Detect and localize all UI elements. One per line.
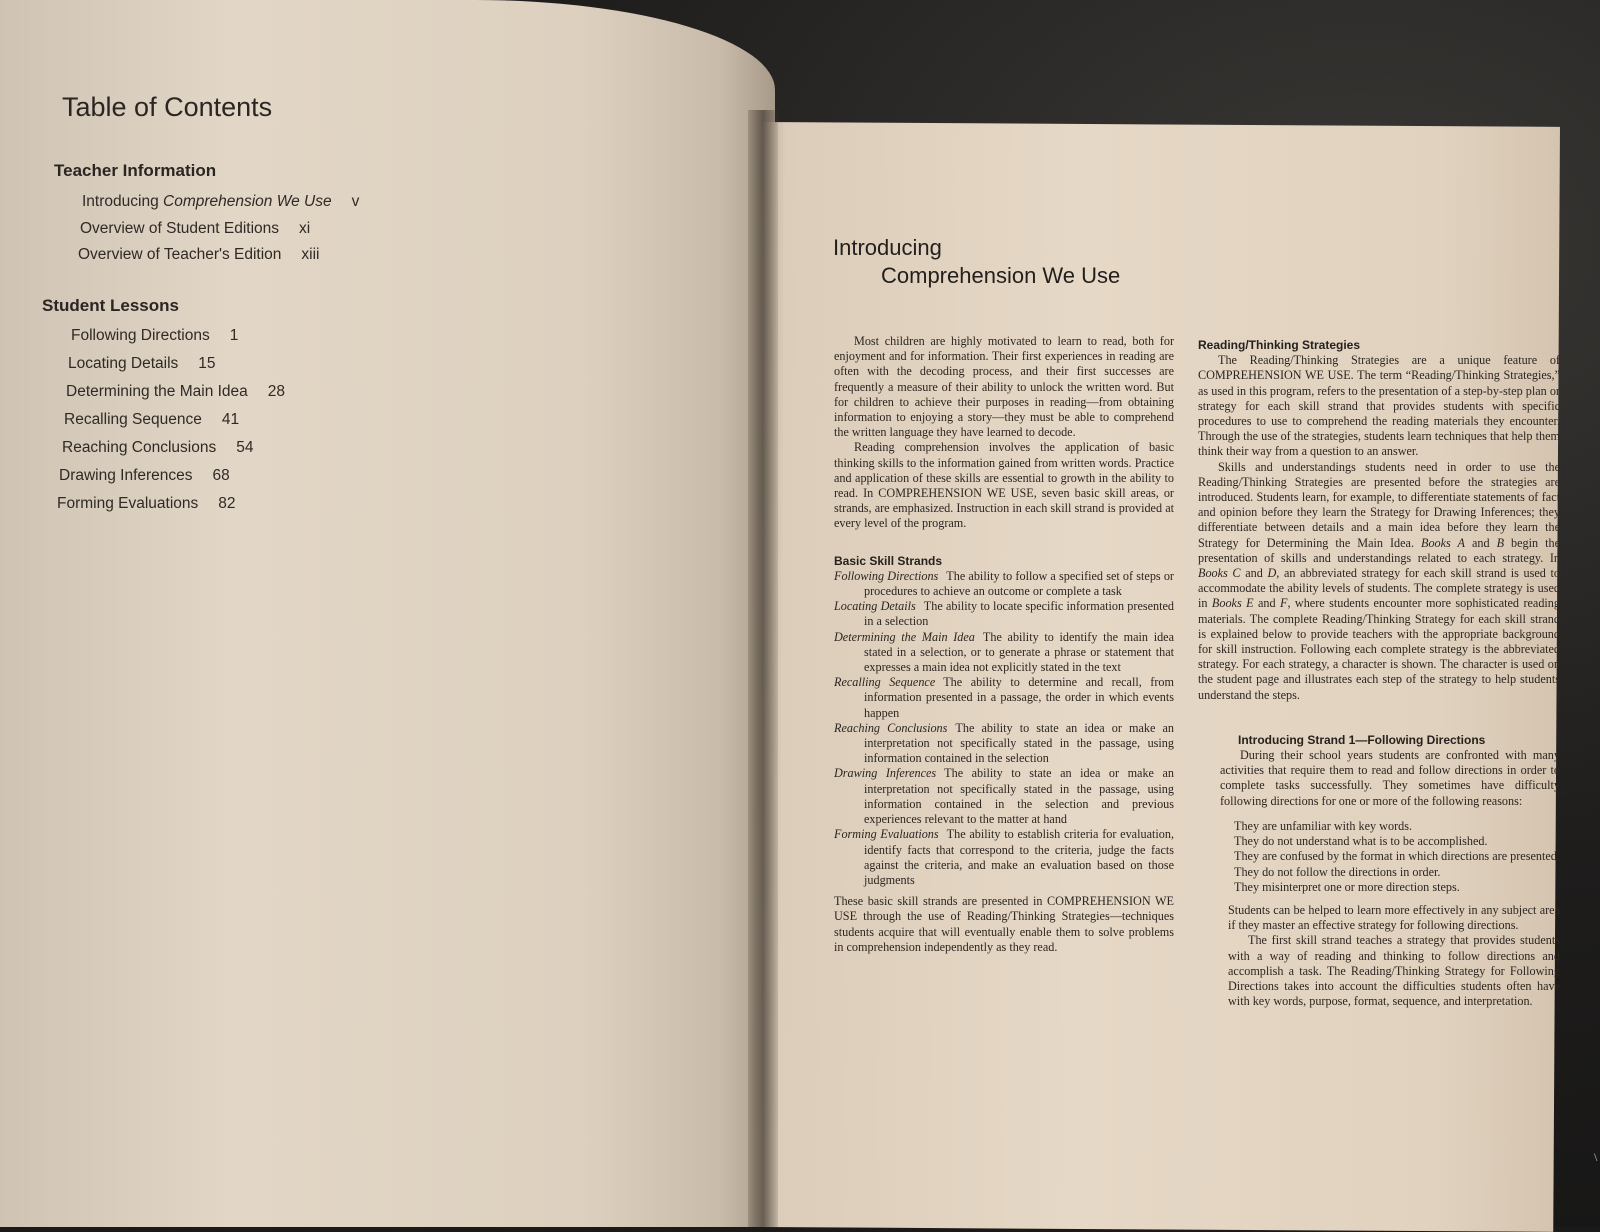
toc-entry-label: Determining the Main Idea: [66, 383, 248, 400]
toc-entry-label: Drawing Inferences: [59, 467, 193, 484]
strand-drawing-inferences: [834, 766, 1174, 827]
toc-entry-introducing: [82, 193, 359, 211]
toc-title: Table of Contents: [62, 92, 273, 122]
toc-entry-label: Reaching Conclusions: [62, 439, 217, 456]
reason-item: They are confused by the format in which directions are presented.: [1234, 849, 1560, 864]
book-ref: B: [1496, 535, 1505, 550]
book-ref: F: [1280, 596, 1288, 611]
reason-item: They do not follow the directions in order.: [1234, 864, 1441, 879]
right-column-1: [834, 334, 1174, 955]
strand-text: The ability to state an idea or make an interpretation not specifically stated in the passage, using information contained in the selection: [864, 720, 1174, 766]
strategies-paragraph-1: The Reading/Thinking Strategies are a unique feature of COMPREHENSION WE USE. The term “Reading/Thinking Strategies,” as used in this program, refers to the presentation of a step-by-step plan or strategy for each skill strand that provides students with specific procedures to use to comprehend the reading materials they encounter. Through the use of the strategies, students learn techniques that help them think their way from a question to an answer.: [1198, 353, 1560, 459]
toc-entry-page: xi: [299, 220, 311, 237]
strand-locating-details: [834, 599, 1174, 629]
reason-item: They are unfamiliar with key words.: [1234, 818, 1413, 833]
strand-name: Recalling Sequence: [834, 675, 936, 690]
book-ref: Books C: [1198, 566, 1241, 581]
book-ref: Books A: [1421, 535, 1465, 550]
toc-entry-page: v: [351, 193, 360, 210]
toc-entry-page: 54: [236, 439, 254, 456]
strand-forming-evaluations: [834, 827, 1174, 888]
toc-entry-page: xiii: [301, 246, 320, 263]
strategy-benefit-paragraph: Students can be helped to learn more effectively in any subject area if they master an effective strategy for following directions.: [1228, 902, 1560, 933]
strand-following-directions: [834, 569, 1174, 599]
text-run: , where students encounter more sophisticated reading materials. The complete Reading/Thinking Strategy for each skill strand is explained below to provide teachers with the appropriate background for skill instruction. Following each complete strategy is the abbreviated strategy. For each strategy, a character is shown. The character is used on the student page and illustrates each step of the strategy to help students understand the steps.: [1198, 596, 1560, 702]
toc-entry-student-editions: [80, 220, 310, 238]
toc-entry-locating-details: [68, 355, 216, 373]
left-page: [0, 0, 775, 1227]
teacher-info-heading: Teacher Information: [54, 161, 217, 180]
strategies-paragraph-2: [1198, 460, 1560, 703]
basic-skill-strands-heading: Basic Skill Strands: [834, 553, 943, 568]
intro-title-line1: Introducing: [833, 235, 942, 260]
reading-thinking-strategies-heading: Reading/Thinking Strategies: [1198, 338, 1361, 352]
strands-closing-paragraph: These basic skill strands are presented in COMPREHENSION WE USE through the use of Reading/Thinking Strategies—techniques students acquire that will eventually enable them to solve problems in comprehension independently as they read.: [834, 894, 1174, 954]
strand-name: Determining the Main Idea: [834, 629, 975, 644]
toc-entry-italic: Comprehension We Use: [163, 193, 332, 210]
text-run: Skills and understandings students need in order to use the Reading/Thinking Strategies are presented before the strategies are introduced. Students learn, for example, to differentiate statements of fact and opinion before they learn the Strategy for Drawing Inferences; they differentiate between details and a main idea before they learn the Strategy for Determining the Main Idea.: [1198, 459, 1560, 550]
toc-entry-label: Overview of Student Editions: [80, 220, 280, 237]
toc-entry-label: Recalling Sequence: [64, 411, 202, 428]
strand-main-idea: [834, 630, 1174, 676]
toc-entry-label: Introducing: [82, 193, 163, 210]
strand-text: The ability to determine and recall, from information presented in a passage, the order in which events happen: [864, 675, 1174, 720]
toc-entry-label: Following Directions: [71, 327, 210, 344]
toc-entry-page: 68: [212, 467, 230, 484]
strand1-paragraph: During their school years students are confronted with many activities that require them to read and follow directions in order to complete tasks successfully. They sometimes have difficulty following directions for one or more of the following reasons:: [1220, 748, 1560, 808]
toc-entry-drawing-inferences: [59, 467, 230, 485]
toc-entry-label: Forming Evaluations: [57, 495, 199, 512]
text-run: and: [1240, 566, 1268, 581]
text-run: and: [1465, 535, 1497, 550]
reason-item: They misinterpret one or more direction steps.: [1234, 879, 1460, 894]
toc-entry-page: 1: [229, 327, 239, 344]
intro-paragraph-1: Most children are highly motivated to learn to read, both for enjoyment and for information. Their first experiences in reading are often with the decoding process, and their first successes are frequently a measure of their ability to unlock the written word. But for children to achieve their purposes in reading—from obtaining information to enjoying a story—they must be able to comprehend the written language they have learned to decode.: [834, 334, 1174, 440]
strand-text: The ability to follow a specified set of steps or procedures to achieve an outcome or complete a task: [864, 568, 1174, 599]
toc-entry-forming-evaluations: [57, 495, 236, 513]
toc-entry-page: 41: [221, 411, 240, 428]
intro-title-line2: Comprehension We Use: [881, 263, 1121, 288]
strand1-heading: Introducing Strand 1—Following Directions: [1238, 732, 1486, 747]
strand-name: Following Directions: [834, 568, 939, 583]
right-column-2: [1198, 338, 1560, 1009]
difficulty-reasons-list: [1234, 819, 1560, 895]
strand-name: Drawing Inferences: [834, 766, 937, 781]
strand-name: Reaching Conclusions: [834, 720, 948, 735]
student-lessons-heading: Student Lessons: [42, 296, 179, 315]
strand-name: Locating Details: [834, 599, 916, 614]
reason-item: They do not understand what is to be accomplished.: [1234, 834, 1488, 849]
toc-entry-label: Overview of Teacher's Edition: [78, 246, 282, 263]
toc-entry-label: Locating Details: [68, 355, 179, 372]
strand-text: The ability to identify the main idea stated in a selection, or to generate a phrase or statement that expresses a main idea not explicitly stated in the text: [864, 629, 1174, 675]
intro-paragraph-2: Reading comprehension involves the application of basic thinking skills to the information gained from written words. Practice and application of these skills are essential to growth in the ability to read. In COMPREHENSION WE USE, seven basic skill areas, or strands, are emphasized. Instruction in each skill strand is provided at every level of the program.: [834, 440, 1174, 531]
strand-text: The ability to state an idea or make an interpretation not specifically stated in the passage, using information contained in the selection and previous experiences relevant to the matter at hand: [864, 766, 1174, 827]
strand-name: Forming Evaluations: [834, 827, 939, 842]
strand-text: The ability to locate specific information presented in a selection: [864, 599, 1174, 629]
book-gutter: [748, 110, 778, 1227]
toc-entry-page: 82: [218, 495, 236, 512]
first-strand-paragraph: The first skill strand teaches a strategy that provides students with a way of reading and thinking to follow directions and accomplish a task. The Reading/Thinking Strategy for Following Directions takes into account the difficulties students often have with key words, purpose, format, sequence, and interpretation.: [1228, 933, 1560, 1009]
book-ref: D: [1267, 566, 1277, 581]
strand-reaching-conclusions: [834, 721, 1174, 767]
strand-text: The ability to establish criteria for evaluation, identify facts that correspond to the criteria, judge the facts against the criteria, and make an evaluation based on those judgments: [864, 827, 1174, 887]
toc-entry-following-directions: [71, 327, 238, 345]
toc-entry-main-idea: [66, 383, 285, 401]
text-run: and: [1253, 596, 1280, 611]
toc-entry-page: 15: [198, 355, 216, 372]
strand-recalling-sequence: [834, 675, 1174, 721]
page-corner-mark: \: [1594, 1150, 1598, 1164]
toc-entry-reaching-conclusions: [62, 439, 253, 457]
text-run: begin the presentation of skills and understandings related to each strategy. In: [1198, 535, 1560, 565]
toc-entry-page: 28: [267, 383, 286, 400]
toc-entry-teachers-edition: [78, 246, 320, 264]
text-run: , an abbreviated strategy for each skill strand is used to accommodate the ability levels of students. The complete strategy is used in: [1198, 566, 1560, 611]
toc-entry-recalling-sequence: [64, 411, 239, 429]
book-ref: Books E: [1211, 596, 1254, 611]
